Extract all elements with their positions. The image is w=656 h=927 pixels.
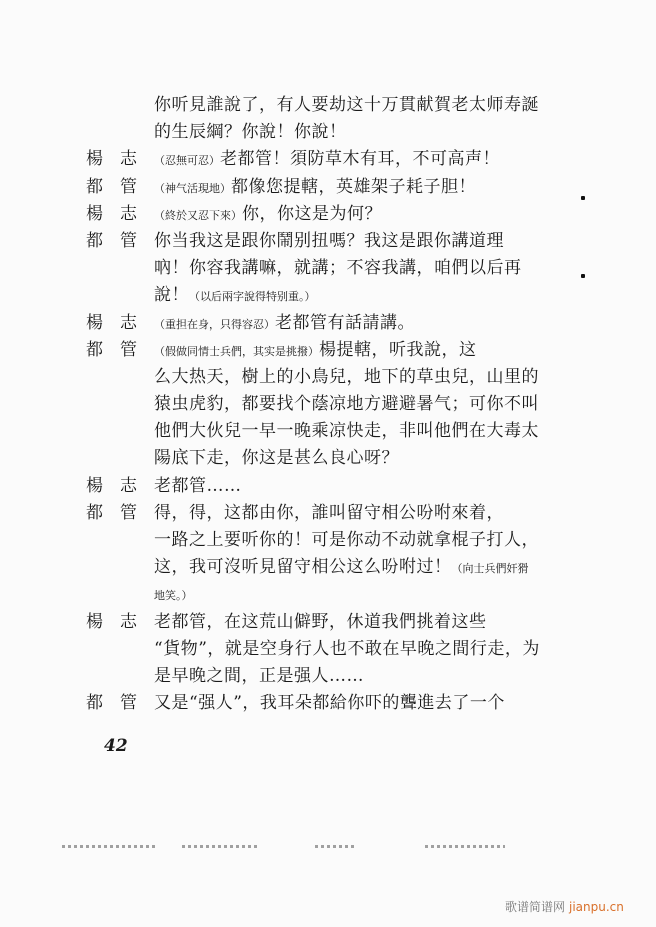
dialogue-continuation-line [86,418,539,445]
speaker-name-char2: 志 [120,312,137,333]
dialogue-line [86,228,516,255]
dialogue-text: 老都管有話請講。 [275,312,415,333]
dialogue-text: 你听見誰說了，有人要劫这十万貫献賀老太师寿誕 [154,95,539,115]
dialogue-continuation-line [86,445,516,472]
watermark [505,898,624,915]
dialogue-continuation-line [86,581,516,608]
watermark-cn: 歌谱简谱网 [505,900,566,914]
stage-direction: （忍無可忍） [154,154,220,168]
dialogue-text: 得，得，这都由你，誰叫留守相公吩咐來着， [154,502,504,523]
dialogue-line [86,690,516,717]
dialogue-continuation-line [86,364,539,391]
dialogue-line [86,337,516,364]
speaker-name-char2: 志 [120,475,137,496]
stage-direction: （向士兵們奸猾 [451,562,529,576]
dialogue-text: 你，你这是为何？ [242,203,382,224]
speaker-name-char2: 志 [120,149,137,170]
dialogue-continuation-line [86,92,539,119]
dialogue-text: 老都管，在这荒山僻野，休道我們挑着这些 [154,611,487,632]
speaker-name-char1: 都 [86,230,103,251]
speaker-name-char1: 楊 [86,475,103,496]
speaker-name-char2: 志 [120,203,137,224]
dialogue-line [86,473,516,500]
dialogue-text: 么大热天，樹上的小鳥兒，地下的草虫兒，山里的 [154,366,539,387]
dialogue-text-block [86,92,540,717]
dialogue-text: 都像您提轄，英雄架子耗子胆！ [231,176,476,197]
speaker-name-char2: 管 [120,502,137,523]
dialogue-continuation-line [86,119,516,146]
dialogue-text: 楊提轄，听我說，这 [319,339,477,360]
dialogue-text: 你当我这是跟你鬧别扭嗎？我这是跟你講道理 [154,230,504,251]
stage-direction: （假做同情士兵們，其实是挑撥） [154,344,319,358]
speaker-name-char1: 都 [86,502,103,523]
dialogue-line [86,310,516,337]
dialogue-continuation-line [86,391,539,418]
dialogue-text: 又是“强人”，我耳朵都給你吓的聾進去了一个 [154,693,505,714]
stage-direction: （重担在身，只得容忍） [154,317,275,331]
dialogue-line [86,609,516,636]
dialogue-text: 陽底下走，你这是甚么良心呀？ [154,448,399,469]
speaker-name-char1: 楊 [86,611,103,632]
page-number: 42 [104,736,128,756]
dialogue-text: 这，我可沒听見留守相公这么吩咐过！ [154,557,452,578]
speaker-name-char1: 楊 [86,149,103,170]
speaker-name-char1: 都 [86,176,103,197]
dialogue-text: 的生辰綱？你說！你說！ [154,122,347,143]
dialogue-line [86,174,516,201]
dialogue-continuation-line [86,663,516,690]
ink-speck [581,196,585,200]
dialogue-continuation-line [86,636,540,663]
dialogue-text: 吶！你容我講嘛，就講；不容我講，咱們以后再 [154,258,522,279]
bleed-through-marks [182,845,257,848]
dialogue-text: 一路之上要听你的！可是你动不动就拿棍子打人， [154,530,539,550]
bleed-through-marks [62,845,157,848]
speaker-name-char1: 楊 [86,203,103,224]
speaker-name-char2: 管 [120,230,137,251]
speaker-name-char1: 都 [86,339,103,360]
dialogue-continuation-line [86,282,516,309]
speaker-name-char1: 楊 [86,312,103,333]
stage-direction: （神气活現地） [154,181,231,195]
dialogue-text: “貨物”，就是空身行人也不敢在早晚之間行走，为 [154,638,540,659]
dialogue-continuation-line [86,255,522,282]
dialogue-text: 他們大伙兒一早一晚乘凉快走，非叫他們在大毒太 [154,421,539,442]
watermark-en: jianpu.cn [569,900,624,914]
dialogue-line [86,500,516,527]
speaker-name-char1: 都 [86,693,103,714]
ink-speck [581,274,585,278]
stage-direction: 地笑。） [154,589,193,603]
stage-direction: （以后兩字說得特别重。） [189,290,316,304]
speaker-name-char2: 志 [120,611,137,632]
dialogue-continuation-line [86,527,539,554]
bleed-through-marks [425,845,505,848]
bleed-through-marks [315,845,355,848]
speaker-name-char2: 管 [120,176,137,197]
dialogue-text: 是早晚之間，正是强人…… [154,665,364,686]
dialogue-continuation-line [86,554,529,581]
speaker-name-char2: 管 [120,339,137,360]
dialogue-text: 猿虫虎豹，都要找个蔭凉地方避避暑气；可你不叫 [154,394,539,415]
dialogue-text: 老都管！須防草木有耳，不可高声！ [220,149,500,170]
stage-direction: （終於又忍下來） [154,208,242,222]
speaker-name-char2: 管 [120,693,137,714]
dialogue-text: 說！ [154,285,189,306]
dialogue-line [86,201,516,228]
dialogue-text: 老都管…… [154,475,242,496]
dialogue-line [86,146,516,173]
